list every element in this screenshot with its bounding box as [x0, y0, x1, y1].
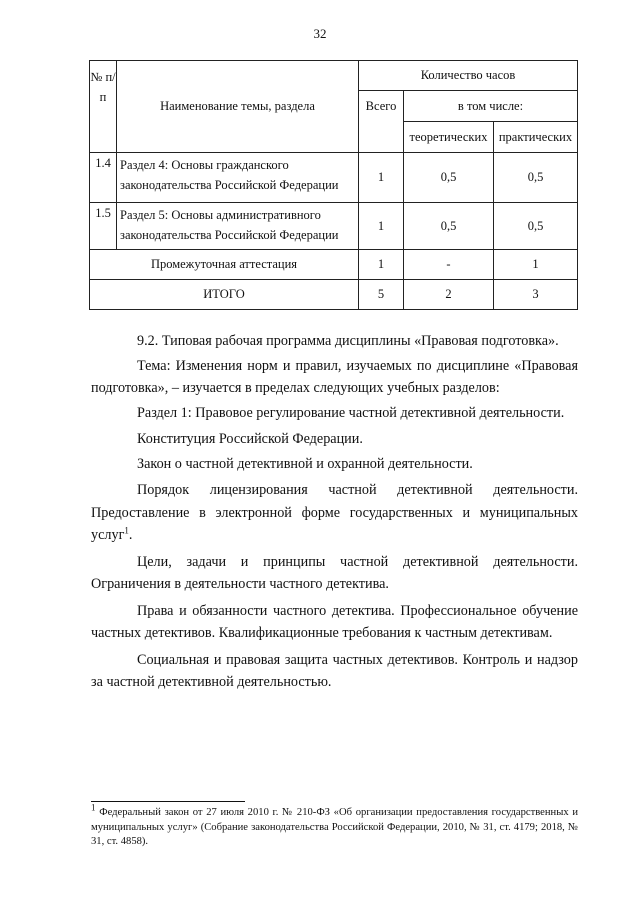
page-number: 32 [313, 26, 327, 41]
row-total: 1 [359, 203, 404, 250]
table-row [90, 280, 578, 310]
footnote-text: Федеральный закон от 27 июля 2010 г. № 210-ФЗ «Об организации предоставления государственных и муниципальных услуг» (Собрание законодательства Российской Федерации, 2010, № 31, ст. 4179; 2018, № 31, ст. 4858). [91, 807, 578, 847]
row-theory: 0,5 [404, 203, 494, 250]
row-name: Раздел 5: Основы административного законодательства Российской Федерации [117, 203, 359, 250]
table-row [90, 250, 578, 280]
row-total: 1 [359, 153, 404, 203]
row-total: 1 [359, 250, 404, 280]
licensing-text: Порядок лицензирования частной детективной деятельности. Предоставление в электронной форме государственных и муниципальных услуг [91, 482, 578, 543]
row-practice: 0,5 [494, 153, 578, 203]
row-name: Раздел 4: Основы гражданского законодательства Российской Федерации [117, 153, 359, 203]
row-practice: 3 [494, 280, 578, 310]
table-row [90, 203, 578, 250]
row-theory: 2 [404, 280, 494, 310]
constitution-paragraph: Конституция Российской Федерации. [137, 431, 363, 447]
header-hours: Количество часов [359, 61, 578, 91]
row-num: 1.4 [90, 153, 117, 203]
header-including: в том числе: [404, 91, 578, 122]
licensing-paragraph: Порядок лицензирования частной детективной деятельности. Предоставление в электронной форме государственных и муниципальных услуг$^1$. [91, 482, 578, 543]
section-paragraph: Раздел 1: Правовое регулирование частной детективной деятельности. [137, 404, 565, 421]
row-practice: 1 [494, 250, 578, 280]
header-theory: теоретических [404, 122, 494, 153]
hours-table [89, 60, 578, 310]
row-num: 1.5 [90, 203, 117, 250]
protection-paragraph: Социальная и правовая защита частных детективов. Контроль и надзор за частной детективной деятельностью. [91, 651, 578, 690]
main-text [91, 330, 578, 694]
topic-paragraph: Тема: Изменения норм и правил, изучаемых по дисциплине «Правовая подготовка», – изучается в пределах следующих учебных разделов: [91, 357, 578, 396]
row-name: Промежуточная аттестация [90, 250, 359, 280]
row-theory: 0,5 [404, 153, 494, 203]
table-row [90, 153, 578, 203]
law-paragraph: Закон о частной детективной и охранной деятельности. [137, 455, 473, 472]
header-total: Всего [359, 91, 404, 153]
footnote-mark: 1 [91, 802, 96, 813]
footnote [91, 802, 578, 850]
row-name: ИТОГО [90, 280, 359, 310]
row-total: 5 [359, 280, 404, 310]
header-name: Наименование темы, раздела [117, 61, 359, 153]
row-practice: 0,5 [494, 203, 578, 250]
header-practice: практических [494, 122, 578, 153]
goals-paragraph: Цели, задачи и принципы частной детективной деятельности. Ограничения в деятельности частного детектива. [91, 553, 578, 592]
header-num: № п/п [90, 61, 117, 153]
footnote-ref: 1 [124, 525, 129, 536]
footnote-divider [91, 801, 245, 802]
rights-paragraph: Права и обязанности частного детектива. Профессиональное обучение частных детективов. Квалификационные требования к частным детективам. [91, 602, 578, 641]
program-heading: 9.2. Типовая рабочая программа дисциплины «Правовая подготовка». [137, 333, 559, 349]
row-theory: - [404, 250, 494, 280]
